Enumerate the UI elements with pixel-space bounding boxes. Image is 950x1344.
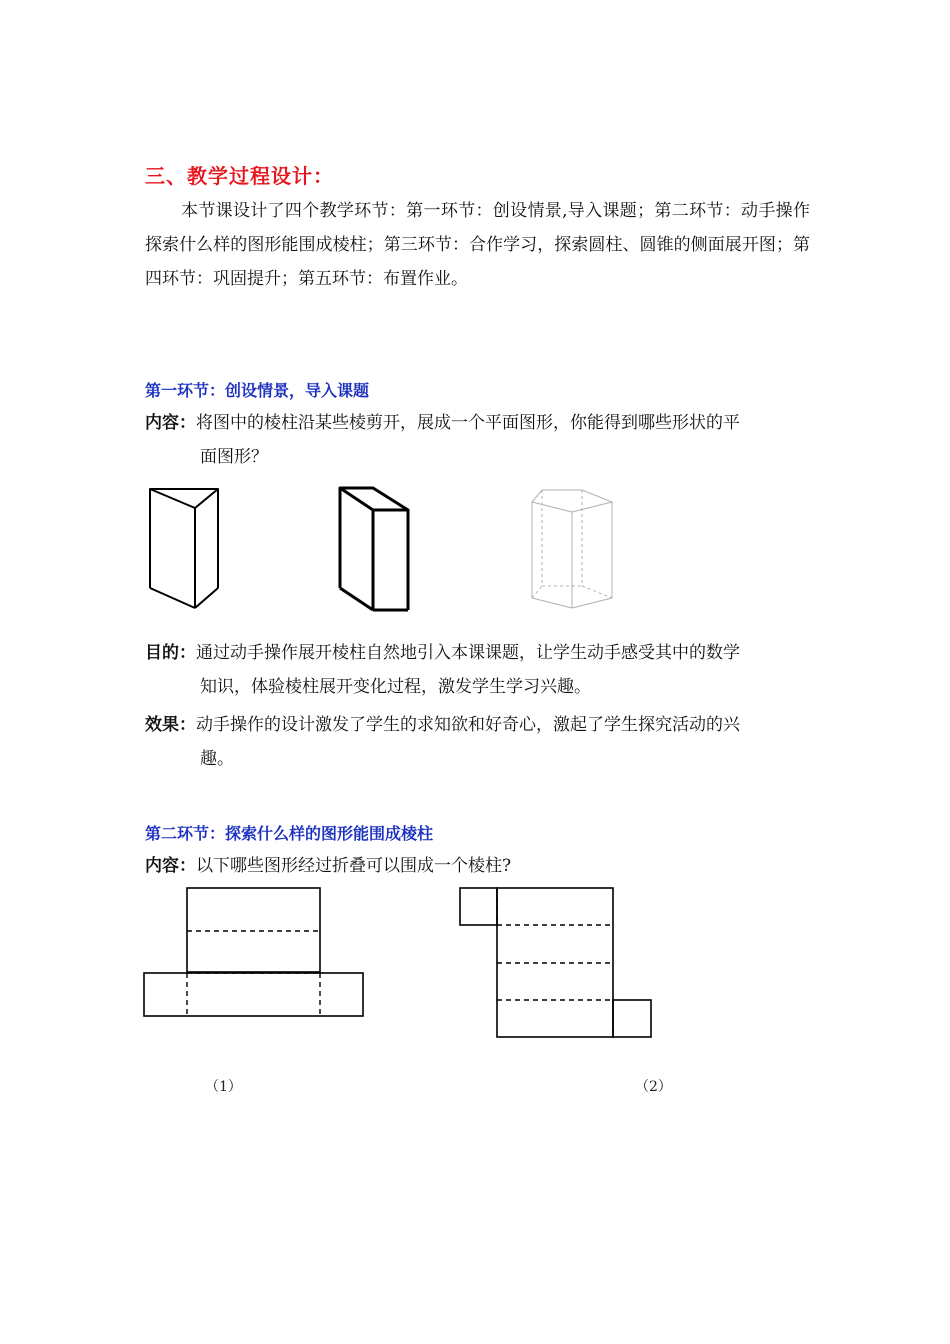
pentagonal-prism-figure	[520, 480, 620, 625]
stage1-content-line1: 将图中的棱柱沿某些棱剪开，展成一个平面图形，你能得到哪些形状的平	[196, 413, 740, 433]
stage1-purpose-line1: 通过动手操作展开棱柱自然地引入本课课题，让学生动手感受其中的数学	[196, 643, 740, 663]
stage1-heading: 第一环节：创设情景，导入课题	[145, 381, 370, 400]
net-figure-2	[455, 880, 655, 1045]
stage1-content	[145, 406, 810, 474]
stage2-heading: 第二环节：探索什么样的图形能围成棱柱	[145, 824, 434, 843]
figure-caption-1: （1）	[205, 1079, 242, 1095]
section-intro: 本节课设计了四个教学环节：第一环节：创设情景,导入课题；第二环节：动手操作探索什么样的图形能围成棱柱；第三环节：合作学习，探索圆柱、圆锥的侧面展开图；第四环节：巩固提升；第五环节：布置作业。	[145, 201, 810, 289]
stage1-effect	[145, 708, 810, 776]
stage1-effect-label: 效果：	[145, 715, 196, 735]
figure-caption-2: （2）	[635, 1079, 672, 1095]
stage1-content-line2: 面图形？	[200, 447, 268, 467]
stage1-content-label: 内容：	[145, 413, 196, 433]
stage1-purpose	[145, 636, 810, 704]
stage2-content	[145, 849, 810, 883]
quadrangular-prism-figure	[330, 480, 420, 620]
section-heading: 三、教学过程设计：	[145, 164, 334, 188]
stage2-content-label: 内容：	[145, 856, 196, 876]
net-figure-1	[140, 880, 370, 1025]
triangular-prism-figure	[140, 480, 230, 620]
stage1-effect-line2: 趣。	[200, 749, 234, 769]
stage2-content-text: 以下哪些图形经过折叠可以围成一个棱柱?	[196, 856, 512, 876]
stage1-effect-line1: 动手操作的设计激发了学生的求知欲和好奇心，激起了学生探究活动的兴	[196, 715, 740, 735]
stage1-purpose-label: 目的：	[145, 643, 196, 663]
stage1-purpose-line2: 知识，体验棱柱展开变化过程，激发学生学习兴趣。	[200, 677, 591, 697]
